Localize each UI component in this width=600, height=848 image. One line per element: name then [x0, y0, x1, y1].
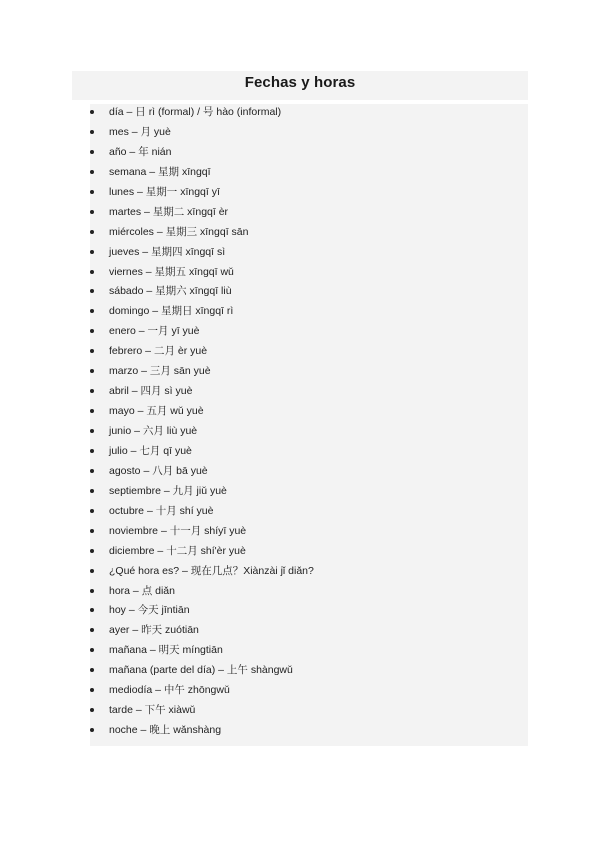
list-item-text: año – 年 nián	[109, 145, 172, 158]
list-item	[90, 702, 528, 722]
bullet-icon	[90, 110, 94, 114]
list-item	[90, 104, 528, 124]
list-item	[90, 602, 528, 622]
bullet-icon	[90, 230, 94, 234]
list-item-text: ¿Qué hora es? – 现在几点？Xiànzài jǐ diǎn?	[109, 564, 314, 577]
list-item-text: mayo – 五月 wǔ yuè	[109, 405, 204, 418]
list-item	[90, 443, 528, 463]
list-item-text: octubre – 十月 shí yuè	[109, 504, 214, 517]
list-item	[90, 264, 528, 284]
list-item-text: martes – 星期二 xīngqī èr	[109, 205, 229, 218]
list-item-text: miércoles – 星期三 xīngqī sān	[109, 225, 249, 238]
bullet-icon	[90, 309, 94, 313]
bullet-icon	[90, 130, 94, 134]
page-title: Fechas y horas	[244, 74, 356, 91]
list-item	[90, 283, 528, 303]
list-item-text: hoy – 今天 jīntiān	[109, 604, 190, 617]
bullet-icon	[90, 569, 94, 573]
bullet-icon	[90, 190, 94, 194]
bullet-icon	[90, 589, 94, 593]
list-item-text: septiembre – 九月 jiǔ yuè	[109, 484, 227, 497]
list-item	[90, 483, 528, 503]
bullet-icon	[90, 329, 94, 333]
list-item-text: día – 日 rì (formal) / 号 hào (informal)	[109, 106, 282, 118]
list-item	[90, 403, 528, 423]
list-item	[90, 224, 528, 244]
title-bar	[72, 71, 528, 100]
list-item-text: marzo – 三月 sān yuè	[109, 365, 211, 378]
bullet-icon	[90, 529, 94, 533]
list-item	[90, 303, 528, 323]
bullet-icon	[90, 509, 94, 513]
bullet-icon	[90, 668, 94, 672]
vocabulary-list	[90, 104, 528, 742]
list-item	[90, 503, 528, 523]
bullet-icon	[90, 170, 94, 174]
list-item-text: junio – 六月 liù yuè	[109, 425, 198, 437]
list-item-text: jueves – 星期四 xīngqī sì	[109, 245, 226, 258]
list-item-text: julio – 七月 qī yuè	[109, 444, 192, 457]
list-item-text: mediodía – 中午 zhōngwǔ	[109, 684, 230, 697]
bullet-icon	[90, 210, 94, 214]
list-item	[90, 543, 528, 563]
list-item-text: semana – 星期 xīngqī	[109, 165, 211, 178]
bullet-icon	[90, 349, 94, 353]
bullet-icon	[90, 489, 94, 493]
list-item	[90, 383, 528, 403]
list-item-text: lunes – 星期一 xīngqī yī	[109, 185, 220, 198]
list-item	[90, 463, 528, 483]
list-item	[90, 523, 528, 543]
list-item-text: mañana (parte del día) – 上午 shàngwǔ	[109, 664, 293, 677]
list-item-text: abril – 四月 sì yuè	[109, 385, 193, 398]
list-item-text: hora – 点 diǎn	[109, 584, 175, 597]
list-item	[90, 622, 528, 642]
list-item	[90, 682, 528, 702]
bullet-icon	[90, 648, 94, 652]
list-item	[90, 184, 528, 204]
list-item-text: tarde – 下午 xiàwǔ	[109, 704, 196, 717]
list-item-text: agosto – 八月 bā yuè	[109, 464, 208, 477]
bullet-icon	[90, 369, 94, 373]
list-item	[90, 583, 528, 603]
list-item-text: febrero – 二月 èr yuè	[109, 345, 208, 358]
list-item-text: viernes – 星期五 xīngqī wǔ	[109, 265, 234, 278]
list-item	[90, 642, 528, 662]
list-item	[90, 662, 528, 682]
bullet-icon	[90, 628, 94, 632]
list-item-text: noche – 晚上 wǎnshàng	[109, 724, 222, 737]
list-item-text: mañana – 明天 míngtiān	[109, 644, 223, 657]
bullet-icon	[90, 708, 94, 712]
bullet-icon	[90, 608, 94, 612]
list-item	[90, 144, 528, 164]
list-item	[90, 164, 528, 184]
list-item-text: domingo – 星期日 xīngqī rì	[109, 305, 234, 318]
bullet-icon	[90, 250, 94, 254]
list-item	[90, 363, 528, 383]
list-item	[90, 563, 528, 583]
list-item	[90, 244, 528, 264]
list-item-text: diciembre – 十二月 shí'èr yuè	[109, 544, 246, 557]
bullet-icon	[90, 409, 94, 413]
list-item	[90, 722, 528, 742]
bullet-icon	[90, 728, 94, 732]
list-item	[90, 323, 528, 343]
bullet-icon	[90, 429, 94, 433]
bullet-icon	[90, 270, 94, 274]
vocabulary-list-box	[90, 104, 528, 746]
list-item	[90, 343, 528, 363]
list-item-text: enero – 一月 yī yuè	[109, 325, 200, 338]
bullet-icon	[90, 289, 94, 293]
list-item-text: ayer – 昨天 zuótiān	[109, 624, 199, 637]
list-item-text: sábado – 星期六 xīngqī liù	[109, 285, 232, 298]
list-item-text: mes – 月 yuè	[109, 125, 171, 138]
list-item	[90, 204, 528, 224]
list-item	[90, 423, 528, 443]
bullet-icon	[90, 688, 94, 692]
list-item-text: noviembre – 十一月 shíyī yuè	[109, 524, 247, 537]
bullet-icon	[90, 549, 94, 553]
bullet-icon	[90, 469, 94, 473]
bullet-icon	[90, 150, 94, 154]
list-item	[90, 124, 528, 144]
bullet-icon	[90, 389, 94, 393]
bullet-icon	[90, 449, 94, 453]
